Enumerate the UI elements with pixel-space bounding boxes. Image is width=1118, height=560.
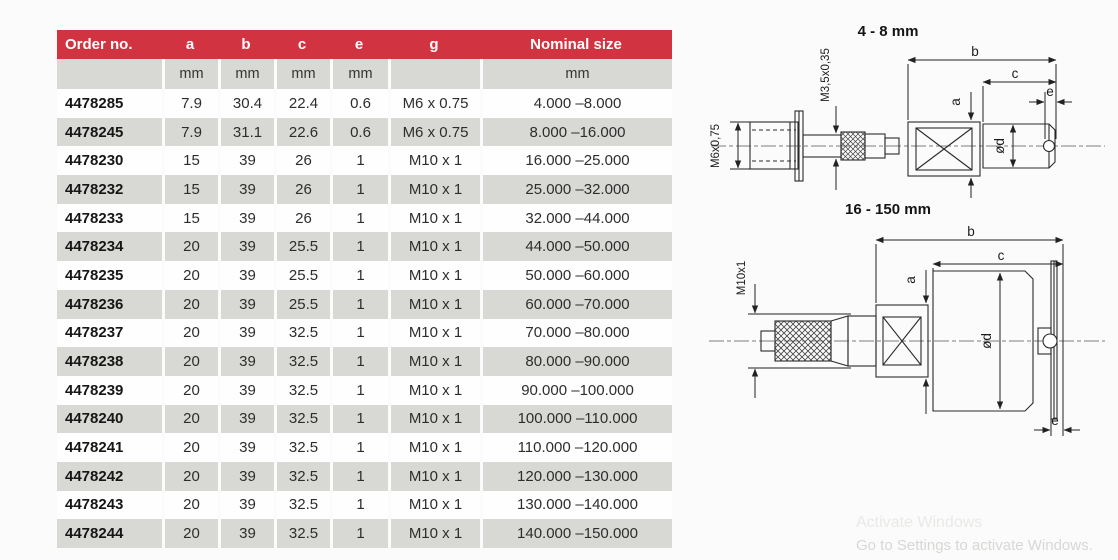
value-cell: M10 x 1 xyxy=(388,146,480,175)
value-cell: 1 xyxy=(330,146,388,175)
dimension-b xyxy=(908,44,1056,139)
value-cell: 1 xyxy=(330,376,388,405)
value-cell: 1 xyxy=(330,405,388,434)
value-cell: 39 xyxy=(218,232,274,261)
unit-cell: mm xyxy=(480,59,672,89)
value-cell: 32.5 xyxy=(274,519,330,548)
value-cell: M10 x 1 xyxy=(388,433,480,462)
value-cell: 32.5 xyxy=(274,405,330,434)
value-cell: 39 xyxy=(218,376,274,405)
order-no-cell: 4478245 xyxy=(57,118,162,147)
value-cell: 70.000 –80.000 xyxy=(480,319,672,348)
dimension-diameter xyxy=(992,125,1013,167)
value-cell: 25.5 xyxy=(274,232,330,261)
value-cell: 39 xyxy=(218,204,274,233)
value-cell: 20 xyxy=(162,376,218,405)
unit-cell xyxy=(388,59,480,89)
value-cell: 140.000 –150.000 xyxy=(480,519,672,548)
value-cell: 32.5 xyxy=(274,491,330,520)
thread-label-m10: M10x1 xyxy=(736,260,748,296)
thread-label-m6: M6x0,75 xyxy=(710,123,722,169)
table-row xyxy=(57,118,672,147)
value-cell: 20 xyxy=(162,347,218,376)
value-cell: 60.000 –70.000 xyxy=(480,290,672,319)
order-table xyxy=(57,30,672,548)
value-cell: 25.5 xyxy=(274,290,330,319)
table-row xyxy=(57,376,672,405)
value-cell: 1 xyxy=(330,491,388,520)
value-cell: 20 xyxy=(162,519,218,548)
column-header-e: e xyxy=(330,30,388,59)
table-row xyxy=(57,462,672,491)
column-header-order-no: Order no. xyxy=(57,30,162,59)
table-row xyxy=(57,261,672,290)
table-row xyxy=(57,175,672,204)
value-cell: 80.000 –90.000 xyxy=(480,347,672,376)
value-cell: 31.1 xyxy=(218,118,274,147)
column-header-g: g xyxy=(388,30,480,59)
order-table-grid xyxy=(57,30,672,548)
dimension-thread-m35 xyxy=(820,48,836,190)
value-cell: 1 xyxy=(330,433,388,462)
value-cell: 39 xyxy=(218,290,274,319)
table-header-row xyxy=(57,30,672,59)
value-cell: 20 xyxy=(162,433,218,462)
table-row xyxy=(57,319,672,348)
large-range-drawing xyxy=(703,222,1113,442)
value-cell: 7.9 xyxy=(162,89,218,118)
value-cell: 20 xyxy=(162,319,218,348)
value-cell: 20 xyxy=(162,462,218,491)
table-body xyxy=(57,89,672,548)
value-cell: 25.000 –32.000 xyxy=(480,175,672,204)
value-cell: M10 x 1 xyxy=(388,290,480,319)
value-cell: 39 xyxy=(218,175,274,204)
order-no-cell: 4478233 xyxy=(57,204,162,233)
knurled-section xyxy=(841,132,865,160)
value-cell: 39 xyxy=(218,347,274,376)
value-cell: 39 xyxy=(218,146,274,175)
value-cell: M10 x 1 xyxy=(388,175,480,204)
value-cell: 15 xyxy=(162,175,218,204)
value-cell: 20 xyxy=(162,491,218,520)
table-row xyxy=(57,519,672,548)
value-cell: 32.5 xyxy=(274,319,330,348)
value-cell: 32.5 xyxy=(274,462,330,491)
value-cell: 0.6 xyxy=(330,118,388,147)
value-cell: 7.9 xyxy=(162,118,218,147)
value-cell: M10 x 1 xyxy=(388,462,480,491)
value-cell: M10 x 1 xyxy=(388,319,480,348)
order-no-cell: 4478239 xyxy=(57,376,162,405)
table-units-row xyxy=(57,59,672,89)
value-cell: 120.000 –130.000 xyxy=(480,462,672,491)
watermark-line1: Activate Windows xyxy=(856,514,983,531)
diagram-large-title: 16 - 150 mm xyxy=(845,201,931,218)
table-row xyxy=(57,89,672,118)
dim-label-c: c xyxy=(997,248,1005,263)
value-cell: 16.000 –25.000 xyxy=(480,146,672,175)
knurled-thimble xyxy=(775,321,831,361)
dimension-a xyxy=(948,92,971,198)
value-cell: 1 xyxy=(330,290,388,319)
order-no-cell: 4478244 xyxy=(57,519,162,548)
value-cell: 4.000 –8.000 xyxy=(480,89,672,118)
value-cell: 26 xyxy=(274,204,330,233)
order-no-cell: 4478242 xyxy=(57,462,162,491)
diagram-small-range xyxy=(703,20,1113,207)
contact-point xyxy=(1044,141,1055,152)
order-no-cell: 4478235 xyxy=(57,261,162,290)
value-cell: 39 xyxy=(218,433,274,462)
dim-label-b: b xyxy=(971,44,979,59)
windows-activation-watermark xyxy=(856,511,1093,557)
dim-label-b: b xyxy=(967,224,975,239)
thread-label-m35: M3,5x0,35 xyxy=(820,48,832,102)
order-no-cell: 4478240 xyxy=(57,405,162,434)
dimension-a xyxy=(903,270,926,414)
value-cell: 15 xyxy=(162,204,218,233)
value-cell: 90.000 –100.000 xyxy=(480,376,672,405)
value-cell: M10 x 1 xyxy=(388,491,480,520)
value-cell: 30.4 xyxy=(218,89,274,118)
order-no-cell: 4478243 xyxy=(57,491,162,520)
dim-label-diameter: ød xyxy=(979,333,994,349)
clamp-housing xyxy=(908,122,980,176)
dim-label-c: c xyxy=(1011,66,1019,81)
dimensions xyxy=(710,44,1072,198)
value-cell: M10 x 1 xyxy=(388,261,480,290)
order-no-cell: 4478238 xyxy=(57,347,162,376)
value-cell: M10 x 1 xyxy=(388,376,480,405)
value-cell: 22.4 xyxy=(274,89,330,118)
order-no-cell: 4478232 xyxy=(57,175,162,204)
value-cell: 32.000 –44.000 xyxy=(480,204,672,233)
unit-cell: mm xyxy=(330,59,388,89)
column-header-c: c xyxy=(274,30,330,59)
dimension-e xyxy=(1034,413,1080,436)
value-cell: 39 xyxy=(218,491,274,520)
dim-label-a: a xyxy=(903,276,918,284)
value-cell: 39 xyxy=(218,405,274,434)
column-header-a: a xyxy=(162,30,218,59)
table-row xyxy=(57,433,672,462)
value-cell: 1 xyxy=(330,175,388,204)
dimension-c xyxy=(933,248,1063,271)
value-cell: 1 xyxy=(330,261,388,290)
value-cell: M10 x 1 xyxy=(388,405,480,434)
table-row xyxy=(57,491,672,520)
value-cell: 8.000 –16.000 xyxy=(480,118,672,147)
column-header-nominal-size: Nominal size xyxy=(480,30,672,59)
order-no-cell: 4478237 xyxy=(57,319,162,348)
order-no-cell: 4478234 xyxy=(57,232,162,261)
diagram-large-range xyxy=(703,198,1113,447)
value-cell: 1 xyxy=(330,319,388,348)
value-cell: 32.5 xyxy=(274,347,330,376)
table-row xyxy=(57,204,672,233)
order-no-cell: 4478285 xyxy=(57,89,162,118)
unit-cell: mm xyxy=(218,59,274,89)
dimension-b xyxy=(876,224,1063,436)
value-cell: M10 x 1 xyxy=(388,519,480,548)
value-cell: 15 xyxy=(162,146,218,175)
order-no-cell: 4478230 xyxy=(57,146,162,175)
value-cell: 39 xyxy=(218,462,274,491)
order-no-cell: 4478241 xyxy=(57,433,162,462)
value-cell: 22.6 xyxy=(274,118,330,147)
table-row xyxy=(57,146,672,175)
value-cell: 1 xyxy=(330,519,388,548)
value-cell: M10 x 1 xyxy=(388,204,480,233)
value-cell: 32.5 xyxy=(274,433,330,462)
dimension-thread-m6 xyxy=(710,122,750,169)
value-cell: 0.6 xyxy=(330,89,388,118)
small-range-drawing xyxy=(703,44,1113,202)
value-cell: 20 xyxy=(162,232,218,261)
unit-cell: mm xyxy=(274,59,330,89)
value-cell: 50.000 –60.000 xyxy=(480,261,672,290)
value-cell: 1 xyxy=(330,204,388,233)
thimble-head xyxy=(750,122,798,169)
contact-point xyxy=(1043,334,1057,348)
value-cell: 130.000 –140.000 xyxy=(480,491,672,520)
value-cell: M6 x 0.75 xyxy=(388,89,480,118)
value-cell: 20 xyxy=(162,290,218,319)
dim-label-e: e xyxy=(1051,413,1059,428)
diagram-small-title: 4 - 8 mm xyxy=(857,23,919,40)
value-cell: M6 x 0.75 xyxy=(388,118,480,147)
unit-cell xyxy=(57,59,162,89)
watermark-line2: Go to Settings to activate Windows. xyxy=(856,537,1093,554)
table-row xyxy=(57,232,672,261)
table-row xyxy=(57,405,672,434)
value-cell: 26 xyxy=(274,146,330,175)
value-cell: M10 x 1 xyxy=(388,232,480,261)
value-cell: 1 xyxy=(330,232,388,261)
column-header-b: b xyxy=(218,30,274,59)
table-row xyxy=(57,347,672,376)
table-row xyxy=(57,290,672,319)
value-cell: M10 x 1 xyxy=(388,347,480,376)
dimension-e xyxy=(1029,84,1072,139)
value-cell: 26 xyxy=(274,175,330,204)
dim-label-a: a xyxy=(948,98,963,106)
value-cell: 39 xyxy=(218,319,274,348)
value-cell: 20 xyxy=(162,261,218,290)
order-no-cell: 4478236 xyxy=(57,290,162,319)
value-cell: 39 xyxy=(218,519,274,548)
unit-cell: mm xyxy=(162,59,218,89)
value-cell: 32.5 xyxy=(274,376,330,405)
value-cell: 20 xyxy=(162,405,218,434)
value-cell: 100.000 –110.000 xyxy=(480,405,672,434)
value-cell: 1 xyxy=(330,347,388,376)
value-cell: 39 xyxy=(218,261,274,290)
dim-label-diameter: ød xyxy=(992,138,1007,154)
value-cell: 25.5 xyxy=(274,261,330,290)
value-cell: 44.000 –50.000 xyxy=(480,232,672,261)
value-cell: 1 xyxy=(330,462,388,491)
measuring-body xyxy=(933,261,1057,419)
value-cell: 110.000 –120.000 xyxy=(480,433,672,462)
dim-label-e: e xyxy=(1046,84,1054,99)
